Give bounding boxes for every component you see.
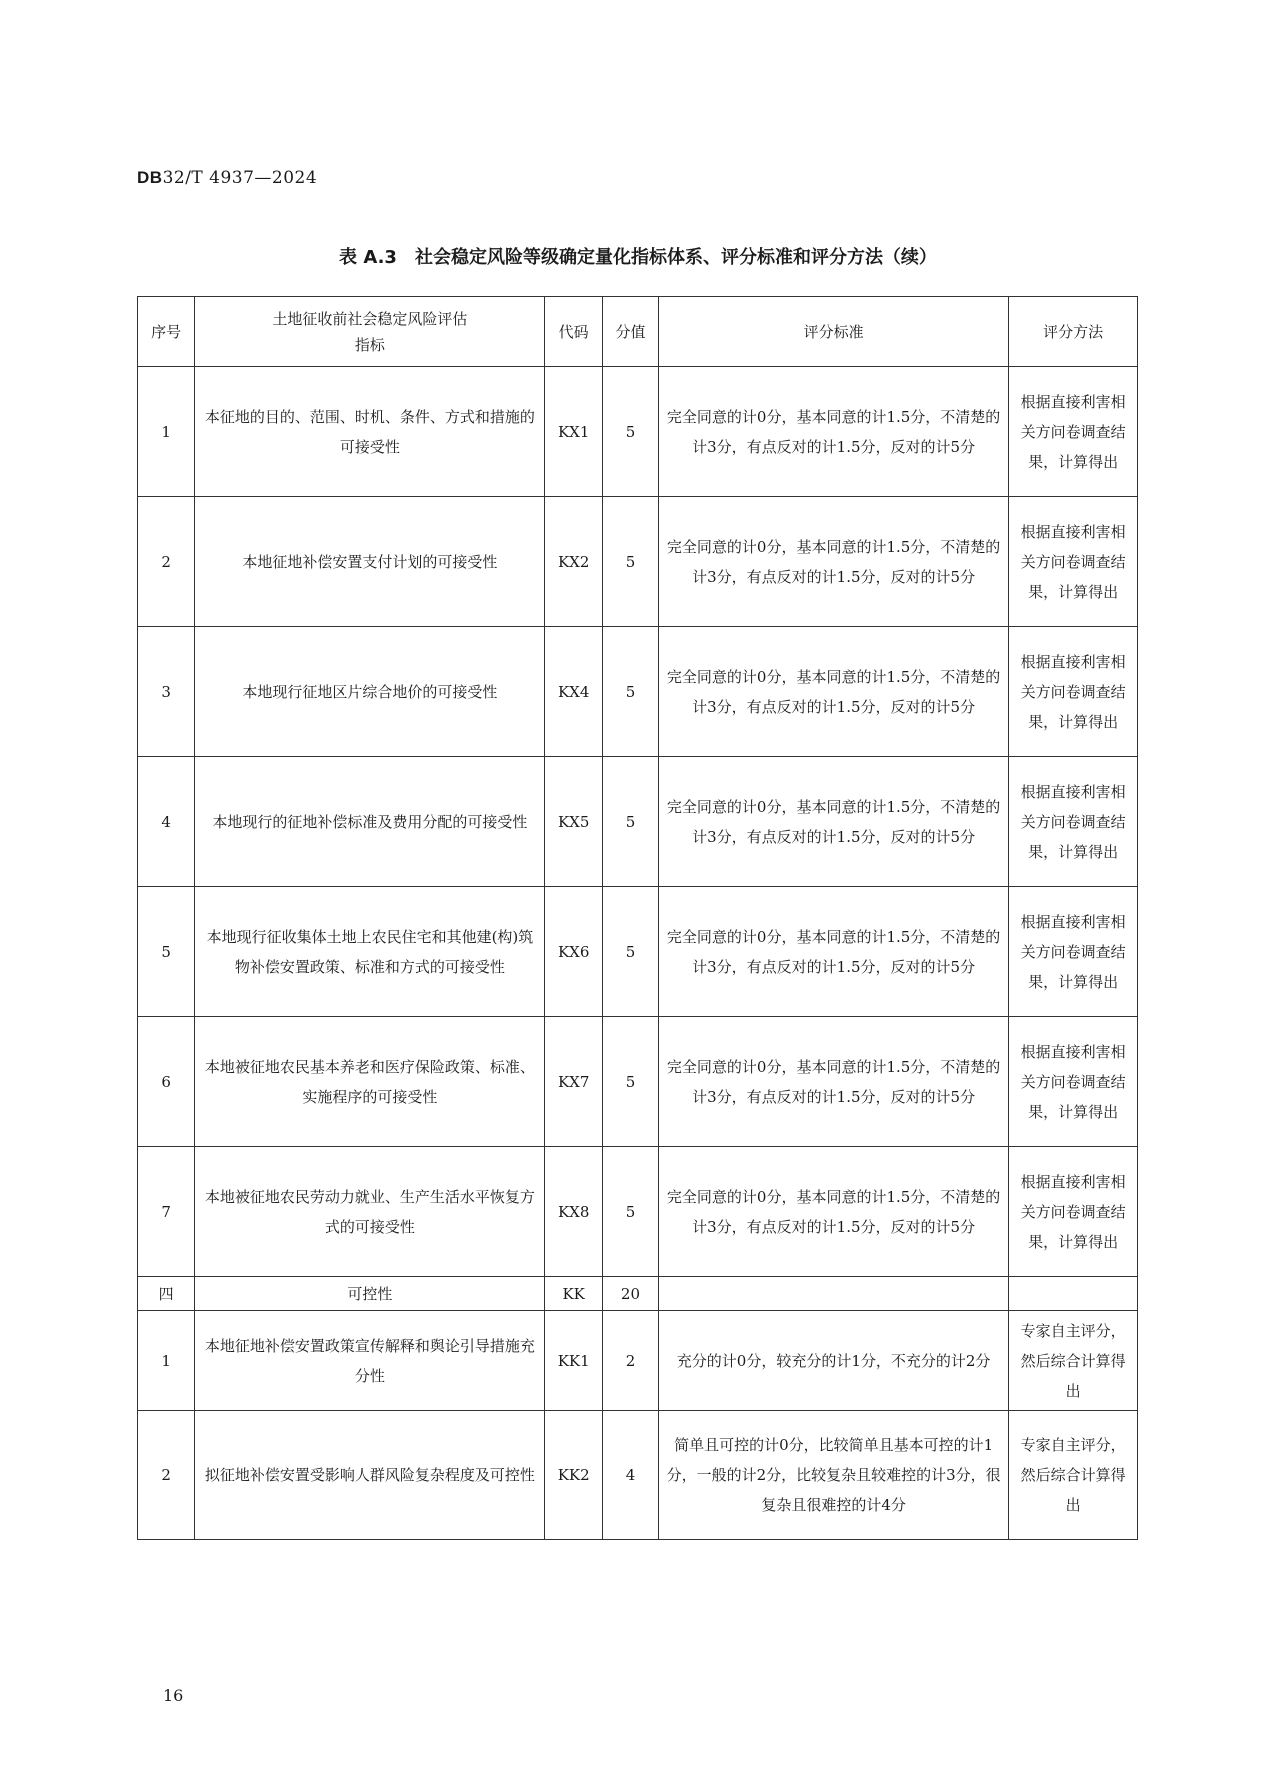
row-standard: 完全同意的计0分，基本同意的计1.5分，不清楚的计3分，有点反对的计1.5分，反对的计5分: [659, 367, 1009, 497]
table-header-row: [138, 297, 1138, 367]
section-score: 20: [602, 1277, 658, 1311]
table-row: [138, 1017, 1138, 1147]
row-code: KX4: [545, 627, 602, 757]
row-indicator: 本地被征地农民劳动力就业、生产生活水平恢复方式的可接受性: [195, 1147, 545, 1277]
row-no: 3: [138, 627, 195, 757]
row-method: 根据直接利害相关方问卷调查结果，计算得出: [1009, 757, 1138, 887]
row-code: KK1: [545, 1311, 602, 1411]
row-score: 5: [602, 627, 658, 757]
row-code: KK2: [545, 1411, 602, 1540]
table-row: [138, 887, 1138, 1017]
scoring-table: [137, 296, 1138, 1540]
row-code: KX5: [545, 757, 602, 887]
header-score: 分值: [602, 297, 658, 367]
row-score: 5: [602, 367, 658, 497]
document-code-prefix: DB: [137, 168, 163, 187]
document-code: [137, 168, 317, 188]
row-no: 2: [138, 497, 195, 627]
row-method: 根据直接利害相关方问卷调查结果，计算得出: [1009, 627, 1138, 757]
row-indicator: 本地征地补偿安置支付计划的可接受性: [195, 497, 545, 627]
row-method: 根据直接利害相关方问卷调查结果，计算得出: [1009, 1147, 1138, 1277]
row-standard: 充分的计0分，较充分的计1分，不充分的计2分: [659, 1311, 1009, 1411]
header-no: 序号: [138, 297, 195, 367]
row-code: KX1: [545, 367, 602, 497]
row-no: 7: [138, 1147, 195, 1277]
table-row: [138, 1411, 1138, 1540]
table-row: [138, 757, 1138, 887]
row-indicator: 本地现行征地区片综合地价的可接受性: [195, 627, 545, 757]
row-score: 5: [602, 1017, 658, 1147]
header-code: 代码: [545, 297, 602, 367]
row-standard: 完全同意的计0分，基本同意的计1.5分，不清楚的计3分，有点反对的计1.5分，反对的计5分: [659, 1147, 1009, 1277]
row-indicator: 本地被征地农民基本养老和医疗保险政策、标准、实施程序的可接受性: [195, 1017, 545, 1147]
row-score: 5: [602, 497, 658, 627]
row-indicator: 本地现行征收集体土地上农民住宅和其他建(构)筑物补偿安置政策、标准和方式的可接受性: [195, 887, 545, 1017]
row-no: 2: [138, 1411, 195, 1540]
table-row: [138, 497, 1138, 627]
table-title: 表 A.3 社会稳定风险等级确定量化指标体系、评分标准和评分方法（续）: [339, 247, 937, 268]
row-score: 4: [602, 1411, 658, 1540]
row-code: KX2: [545, 497, 602, 627]
row-indicator: 本地现行的征地补偿标准及费用分配的可接受性: [195, 757, 545, 887]
row-no: 6: [138, 1017, 195, 1147]
row-no: 4: [138, 757, 195, 887]
row-standard: 完全同意的计0分，基本同意的计1.5分，不清楚的计3分，有点反对的计1.5分，反对的计5分: [659, 887, 1009, 1017]
row-standard: 完全同意的计0分，基本同意的计1.5分，不清楚的计3分，有点反对的计1.5分，反对的计5分: [659, 627, 1009, 757]
row-method: 专家自主评分，然后综合计算得出: [1009, 1311, 1138, 1411]
row-standard: 完全同意的计0分，基本同意的计1.5分，不清楚的计3分，有点反对的计1.5分，反对的计5分: [659, 497, 1009, 627]
page-number: 16: [163, 1686, 184, 1705]
table-row: [138, 1311, 1138, 1411]
row-score: 5: [602, 757, 658, 887]
header-method: 评分方法: [1009, 297, 1138, 367]
row-code: KX7: [545, 1017, 602, 1147]
section-indicator: 可控性: [195, 1277, 545, 1311]
header-standard: 评分标准: [659, 297, 1009, 367]
document-code-number: 32/T 4937—2024: [162, 168, 318, 188]
row-no: 1: [138, 1311, 195, 1411]
table-row: [138, 367, 1138, 497]
row-method: 专家自主评分，然后综合计算得出: [1009, 1411, 1138, 1540]
row-no: 1: [138, 367, 195, 497]
table-row: [138, 627, 1138, 757]
row-score: 5: [602, 1147, 658, 1277]
row-indicator: 拟征地补偿安置受影响人群风险复杂程度及可控性: [195, 1411, 545, 1540]
row-standard: 完全同意的计0分，基本同意的计1.5分，不清楚的计3分，有点反对的计1.5分，反对的计5分: [659, 757, 1009, 887]
row-method: 根据直接利害相关方问卷调查结果，计算得出: [1009, 887, 1138, 1017]
row-code: KX6: [545, 887, 602, 1017]
row-score: 5: [602, 887, 658, 1017]
row-method: 根据直接利害相关方问卷调查结果，计算得出: [1009, 1017, 1138, 1147]
row-method: 根据直接利害相关方问卷调查结果，计算得出: [1009, 367, 1138, 497]
section-row: [138, 1277, 1138, 1311]
row-standard: 完全同意的计0分，基本同意的计1.5分，不清楚的计3分，有点反对的计1.5分，反对的计5分: [659, 1017, 1009, 1147]
row-indicator: 本地征地补偿安置政策宣传解释和舆论引导措施充分性: [195, 1311, 545, 1411]
section-standard-empty: [659, 1277, 1009, 1311]
row-no: 5: [138, 887, 195, 1017]
section-code: KK: [545, 1277, 602, 1311]
row-score: 2: [602, 1311, 658, 1411]
row-standard: 简单且可控的计0分，比较简单且基本可控的计1分，一般的计2分，比较复杂且较难控的计3分，很复杂且很难控的计4分: [659, 1411, 1009, 1540]
table-row: [138, 1147, 1138, 1277]
row-code: KX8: [545, 1147, 602, 1277]
header-indicator: 土地征收前社会稳定风险评估指标: [195, 297, 545, 367]
row-indicator: 本征地的目的、范围、时机、条件、方式和措施的可接受性: [195, 367, 545, 497]
row-method: 根据直接利害相关方问卷调查结果，计算得出: [1009, 497, 1138, 627]
section-no: 四: [138, 1277, 195, 1311]
section-method-empty: [1009, 1277, 1138, 1311]
